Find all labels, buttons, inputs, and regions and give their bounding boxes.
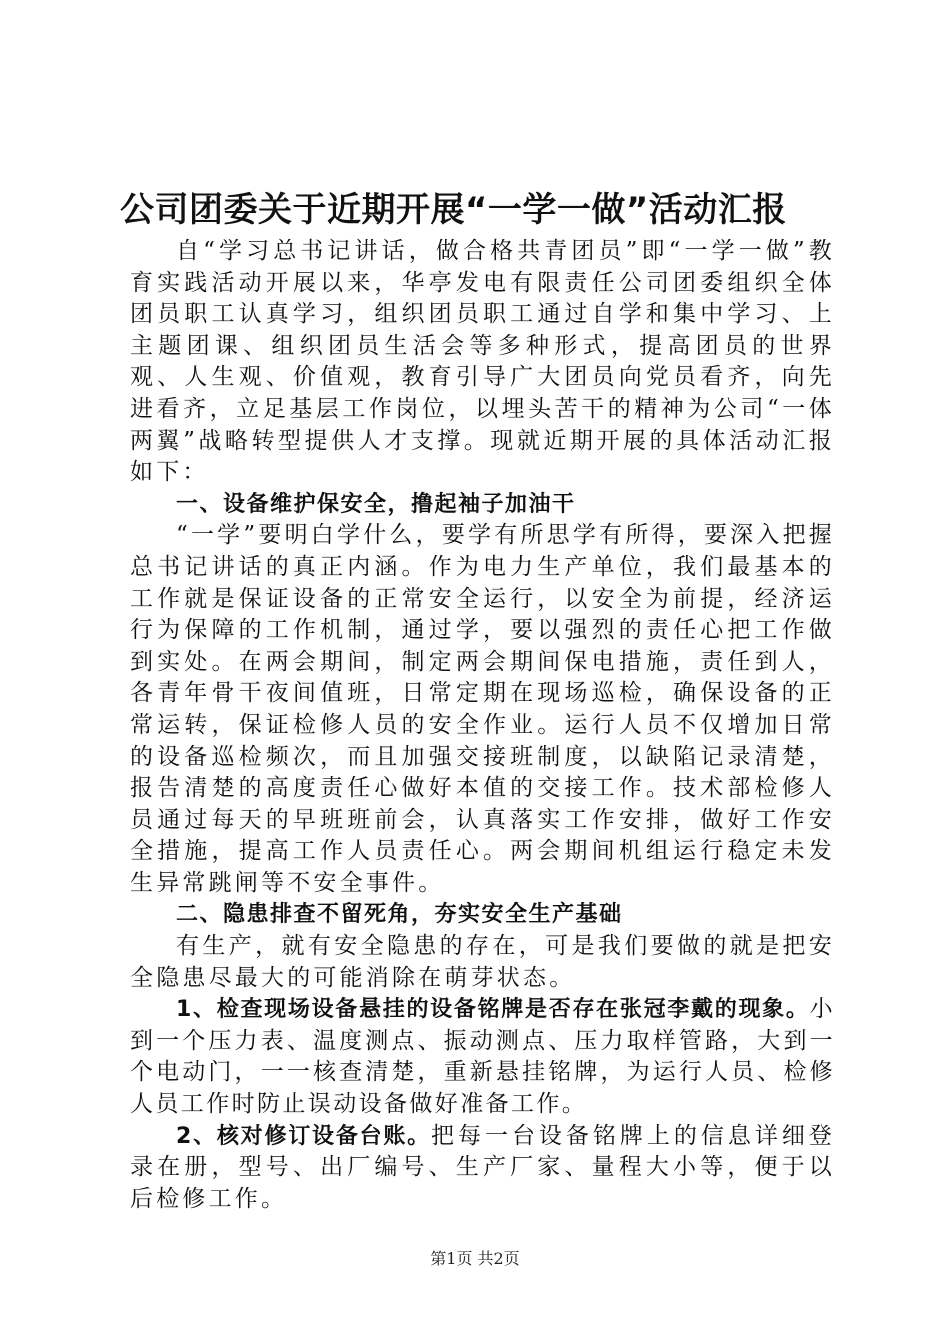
section-heading-1: 一、设备维护保安全，撸起袖子加油干	[176, 491, 576, 517]
list-item-1-lead: 1、检查现场设备悬挂的设备铭牌是否存在张冠李戴的现象。	[176, 997, 810, 1023]
section-1-paragraph: “一学”要明白学什么，要学有所思学有所得，要深入把握总书记讲话的真正内涵。作为电力生产单位，我们最基本的工作就是保证设备的正常安全运行，以安全为前提，经济运行为保障的工作机制，通过学，要以强烈的责任心把工作做到实处。在两会期间，制定两会期间保电措施，责任到人，各青年骨干夜间值班，日常定期在现场巡检，确保设备的正常运转，保证检修人员的安全作业。运行人员不仅增加日常的设备巡检频次，而且加强交接班制度，以缺陷记录清楚，报告清楚的高度责任心做好本值的交接工作。技术部检修人员通过每天的早班班前会，认真落实工作安排，做好工作安全措施，提高工作人员责任心。两会期间机组运行稳定未发生异常跳闸等不安全事件。	[130, 522, 835, 896]
page-title: 公司团委关于近期开展“一学一做”活动汇报	[120, 190, 787, 230]
list-item-1-text: 小到一个压力表、温度测点、振动测点、压力取样管路，大到一个电动门，一一核查清楚，重新悬挂铭牌，为运行人员、检修人员工作时防止误动设备做好准备工作。	[130, 996, 835, 1118]
list-item-1	[130, 994, 835, 1120]
list-item-2	[130, 1121, 835, 1216]
section-2-paragraph: 有生产，就有安全隐患的存在，可是我们要做的就是把安全隐患尽最大的可能消除在萌芽状态。	[130, 933, 835, 991]
intro-paragraph: 自“学习总书记讲话，做合格共青团员”即“一学一做”教育实践活动开展以来，华亭发电有限责任公司团委组织全体团员职工认真学习，组织团员职工通过自学和集中学习、上主题团课、组织团员生活会等多种形式，提高团员的世界观、人生观、价值观，教育引导广大团员向党员看齐，向先进看齐，立足基层工作岗位，以埋头苦干的精神为公司“一体两翼”战略转型提供人才支撑。现就近期开展的具体活动汇报如下：	[130, 238, 835, 486]
list-item-2-lead: 2、核对修订设备台账。	[176, 1123, 431, 1149]
list-item-2-text: 把每一台设备铭牌上的信息详细登录在册，型号、出厂编号、生产厂家、量程大小等，便于以后检修工作。	[130, 1122, 836, 1212]
section-heading-2: 二、隐患排查不留死角，夯实安全生产基础	[176, 902, 623, 928]
document-body	[130, 236, 835, 1215]
page-footer: 第1页 共2页	[430, 1249, 520, 1268]
